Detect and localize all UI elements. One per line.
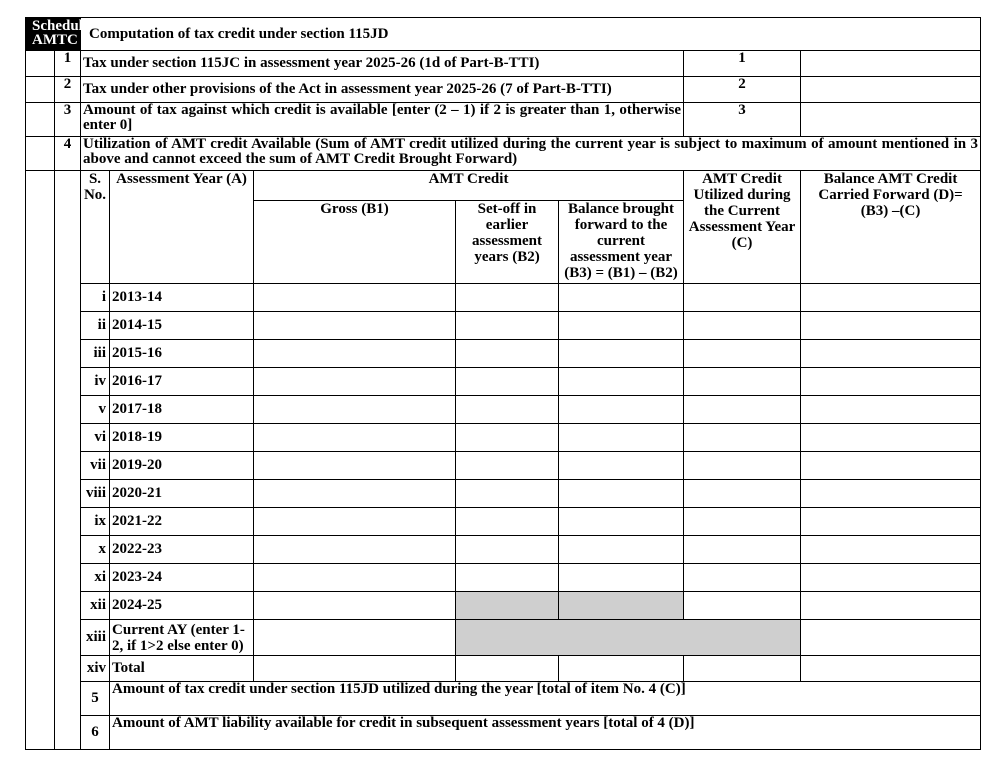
item-3-text: Amount of tax against which credit is available [enter (2 – 1) if 2 is greater than 1, otherwise enter 0]	[81, 103, 684, 137]
table-row	[26, 312, 981, 340]
carried-input[interactable]	[801, 368, 981, 396]
assessment-year-header: Assessment Year (A)	[110, 171, 254, 284]
table-row	[26, 564, 981, 592]
carried-input[interactable]	[801, 536, 981, 564]
gross-input[interactable]	[254, 452, 456, 480]
item-1-number: 1	[55, 51, 81, 77]
gross-header: Gross (B1)	[254, 201, 456, 284]
gross-input[interactable]	[254, 508, 456, 536]
row-year: 2018-19	[110, 424, 254, 452]
row-year: 2013-14	[110, 284, 254, 312]
utilized-input[interactable]	[684, 564, 801, 592]
balance-bf-input[interactable]	[559, 368, 684, 396]
row-year: 2016-17	[110, 368, 254, 396]
row-year: 2022-23	[110, 536, 254, 564]
row-year: 2017-18	[110, 396, 254, 424]
row-sno: xii	[81, 592, 110, 620]
item-2-field-label: 2	[684, 77, 801, 103]
utilized-input[interactable]	[684, 536, 801, 564]
schedule-label: Schedule AMTC	[26, 18, 81, 51]
item-6-text: Amount of AMT liability available for credit in subsequent assessment years [total of 4 (D)]	[110, 716, 981, 750]
schedule-title: Computation of tax credit under section 115JD	[81, 18, 981, 51]
row-year: 2015-16	[110, 340, 254, 368]
setoff-header: Set-off in earlier assessment years (B2)	[456, 201, 559, 284]
table-row	[26, 508, 981, 536]
utilized-total[interactable]	[684, 656, 801, 682]
row-year: 2023-24	[110, 564, 254, 592]
table-row	[26, 424, 981, 452]
utilized-input[interactable]	[684, 452, 801, 480]
item-2-text: Tax under other provisions of the Act in assessment year 2025-26 (7 of Part-B-TTI)	[81, 77, 684, 103]
table-row	[26, 536, 981, 564]
balance-bf-input[interactable]	[559, 424, 684, 452]
setoff-total[interactable]	[456, 656, 559, 682]
carried-input[interactable]	[801, 620, 981, 656]
row-year: Current AY (enter 1-2, if 1>2 else enter 0)	[110, 620, 254, 656]
balance-bf-input[interactable]	[559, 340, 684, 368]
table-row	[26, 340, 981, 368]
row-sno: xiv	[81, 656, 110, 682]
carried-input[interactable]	[801, 312, 981, 340]
schedule-amtc	[25, 17, 980, 759]
row-year: 2021-22	[110, 508, 254, 536]
balance-bf-total[interactable]	[559, 656, 684, 682]
balance-bf-input[interactable]	[559, 452, 684, 480]
item-4-number: 4	[55, 137, 81, 171]
carried-input[interactable]	[801, 340, 981, 368]
gross-input[interactable]	[254, 368, 456, 396]
balance-bf-input[interactable]	[559, 508, 684, 536]
row-year: Total	[110, 656, 254, 682]
amt-credit-header: AMT Credit	[254, 171, 684, 201]
gross-input[interactable]	[254, 480, 456, 508]
carried-input[interactable]	[801, 424, 981, 452]
utilized-input[interactable]	[684, 340, 801, 368]
row-sno: vii	[81, 452, 110, 480]
row-sno: x	[81, 536, 110, 564]
carried-input[interactable]	[801, 480, 981, 508]
row-sno: i	[81, 284, 110, 312]
utilized-input[interactable]	[684, 368, 801, 396]
utilized-input[interactable]	[684, 592, 801, 620]
balance-bf-input[interactable]	[559, 564, 684, 592]
balance-bf-input[interactable]	[559, 284, 684, 312]
row-sno: ii	[81, 312, 110, 340]
balance-bf-input[interactable]	[559, 536, 684, 564]
current-ay-disabled	[456, 620, 801, 656]
balance-bf-input[interactable]	[559, 396, 684, 424]
item-1-input[interactable]	[801, 51, 981, 77]
setoff-input[interactable]	[456, 452, 559, 480]
gross-input[interactable]	[254, 312, 456, 340]
table-row	[26, 368, 981, 396]
utilized-input[interactable]	[684, 284, 801, 312]
row-sno: iv	[81, 368, 110, 396]
utilized-input[interactable]	[684, 480, 801, 508]
utilized-input[interactable]	[684, 396, 801, 424]
table-row	[26, 620, 981, 656]
gross-total[interactable]	[254, 656, 456, 682]
row-sno: v	[81, 396, 110, 424]
carried-input[interactable]	[801, 592, 981, 620]
item-1-text: Tax under section 115JC in assessment year 2025-26 (1d of Part-B-TTI)	[81, 51, 684, 77]
setoff-input[interactable]	[456, 424, 559, 452]
amtc-table	[25, 17, 981, 750]
table-row	[26, 592, 981, 620]
row-sno: ix	[81, 508, 110, 536]
row-year: 2014-15	[110, 312, 254, 340]
setoff-input[interactable]	[456, 368, 559, 396]
gross-input[interactable]	[254, 564, 456, 592]
row-sno: xi	[81, 564, 110, 592]
utilized-header: AMT Credit Utilized during the Current Assessment Year (C)	[684, 171, 801, 284]
utilized-input[interactable]	[684, 424, 801, 452]
item-3-field-label: 3	[684, 103, 801, 137]
setoff-input[interactable]	[456, 480, 559, 508]
setoff-input[interactable]	[456, 396, 559, 424]
table-row	[26, 396, 981, 424]
row-year: 2020-21	[110, 480, 254, 508]
setoff-input[interactable]	[456, 284, 559, 312]
gross-input[interactable]	[254, 284, 456, 312]
carried-input[interactable]	[801, 564, 981, 592]
row-sno: vi	[81, 424, 110, 452]
sno-header: S. No.	[81, 171, 110, 284]
utilized-input[interactable]	[684, 508, 801, 536]
gross-input[interactable]	[254, 424, 456, 452]
item-2-input[interactable]	[801, 77, 981, 103]
setoff-input[interactable]	[456, 508, 559, 536]
table-row	[26, 284, 981, 312]
gross-input[interactable]	[254, 396, 456, 424]
item-4-text: Utilization of AMT credit Available (Sum of AMT credit utilized during the current year is subject to maximum of amount mentioned in 3 above and cannot exceed the sum of AMT Credit Brought Forward)	[81, 137, 981, 171]
item-5-number: 5	[81, 682, 110, 716]
row-year: 2019-20	[110, 452, 254, 480]
item-1-field-label: 1	[684, 51, 801, 77]
carried-input[interactable]	[801, 284, 981, 312]
carried-input[interactable]	[801, 396, 981, 424]
item-3-number: 3	[55, 103, 81, 137]
row-sno: viii	[81, 480, 110, 508]
item-6-number: 6	[81, 716, 110, 750]
setoff-disabled	[456, 592, 559, 620]
utilized-input[interactable]	[684, 312, 801, 340]
table-row	[26, 656, 981, 682]
setoff-input[interactable]	[456, 340, 559, 368]
gross-input[interactable]	[254, 340, 456, 368]
gross-input[interactable]	[254, 620, 456, 656]
setoff-input[interactable]	[456, 536, 559, 564]
row-year: 2024-25	[110, 592, 254, 620]
row-sno: iii	[81, 340, 110, 368]
setoff-input[interactable]	[456, 312, 559, 340]
balance-bf-input[interactable]	[559, 312, 684, 340]
balance-bf-header: Balance brought forward to the current assessment year (B3) = (B1) – (B2)	[559, 201, 684, 284]
table-row	[26, 480, 981, 508]
setoff-input[interactable]	[456, 564, 559, 592]
item-2-number: 2	[55, 77, 81, 103]
carried-forward-header: Balance AMT Credit Carried Forward (D)= (B3) –(C)	[801, 171, 981, 284]
gross-input[interactable]	[254, 592, 456, 620]
balance-bf-disabled	[559, 592, 684, 620]
item-5-text: Amount of tax credit under section 115JD utilized during the year [total of item No. 4 (C)]	[110, 682, 981, 716]
row-sno: xiii	[81, 620, 110, 656]
carried-total[interactable]	[801, 656, 981, 682]
gross-input[interactable]	[254, 536, 456, 564]
carried-input[interactable]	[801, 508, 981, 536]
table-row	[26, 452, 981, 480]
carried-input[interactable]	[801, 452, 981, 480]
balance-bf-input[interactable]	[559, 480, 684, 508]
item-3-input[interactable]	[801, 103, 981, 137]
